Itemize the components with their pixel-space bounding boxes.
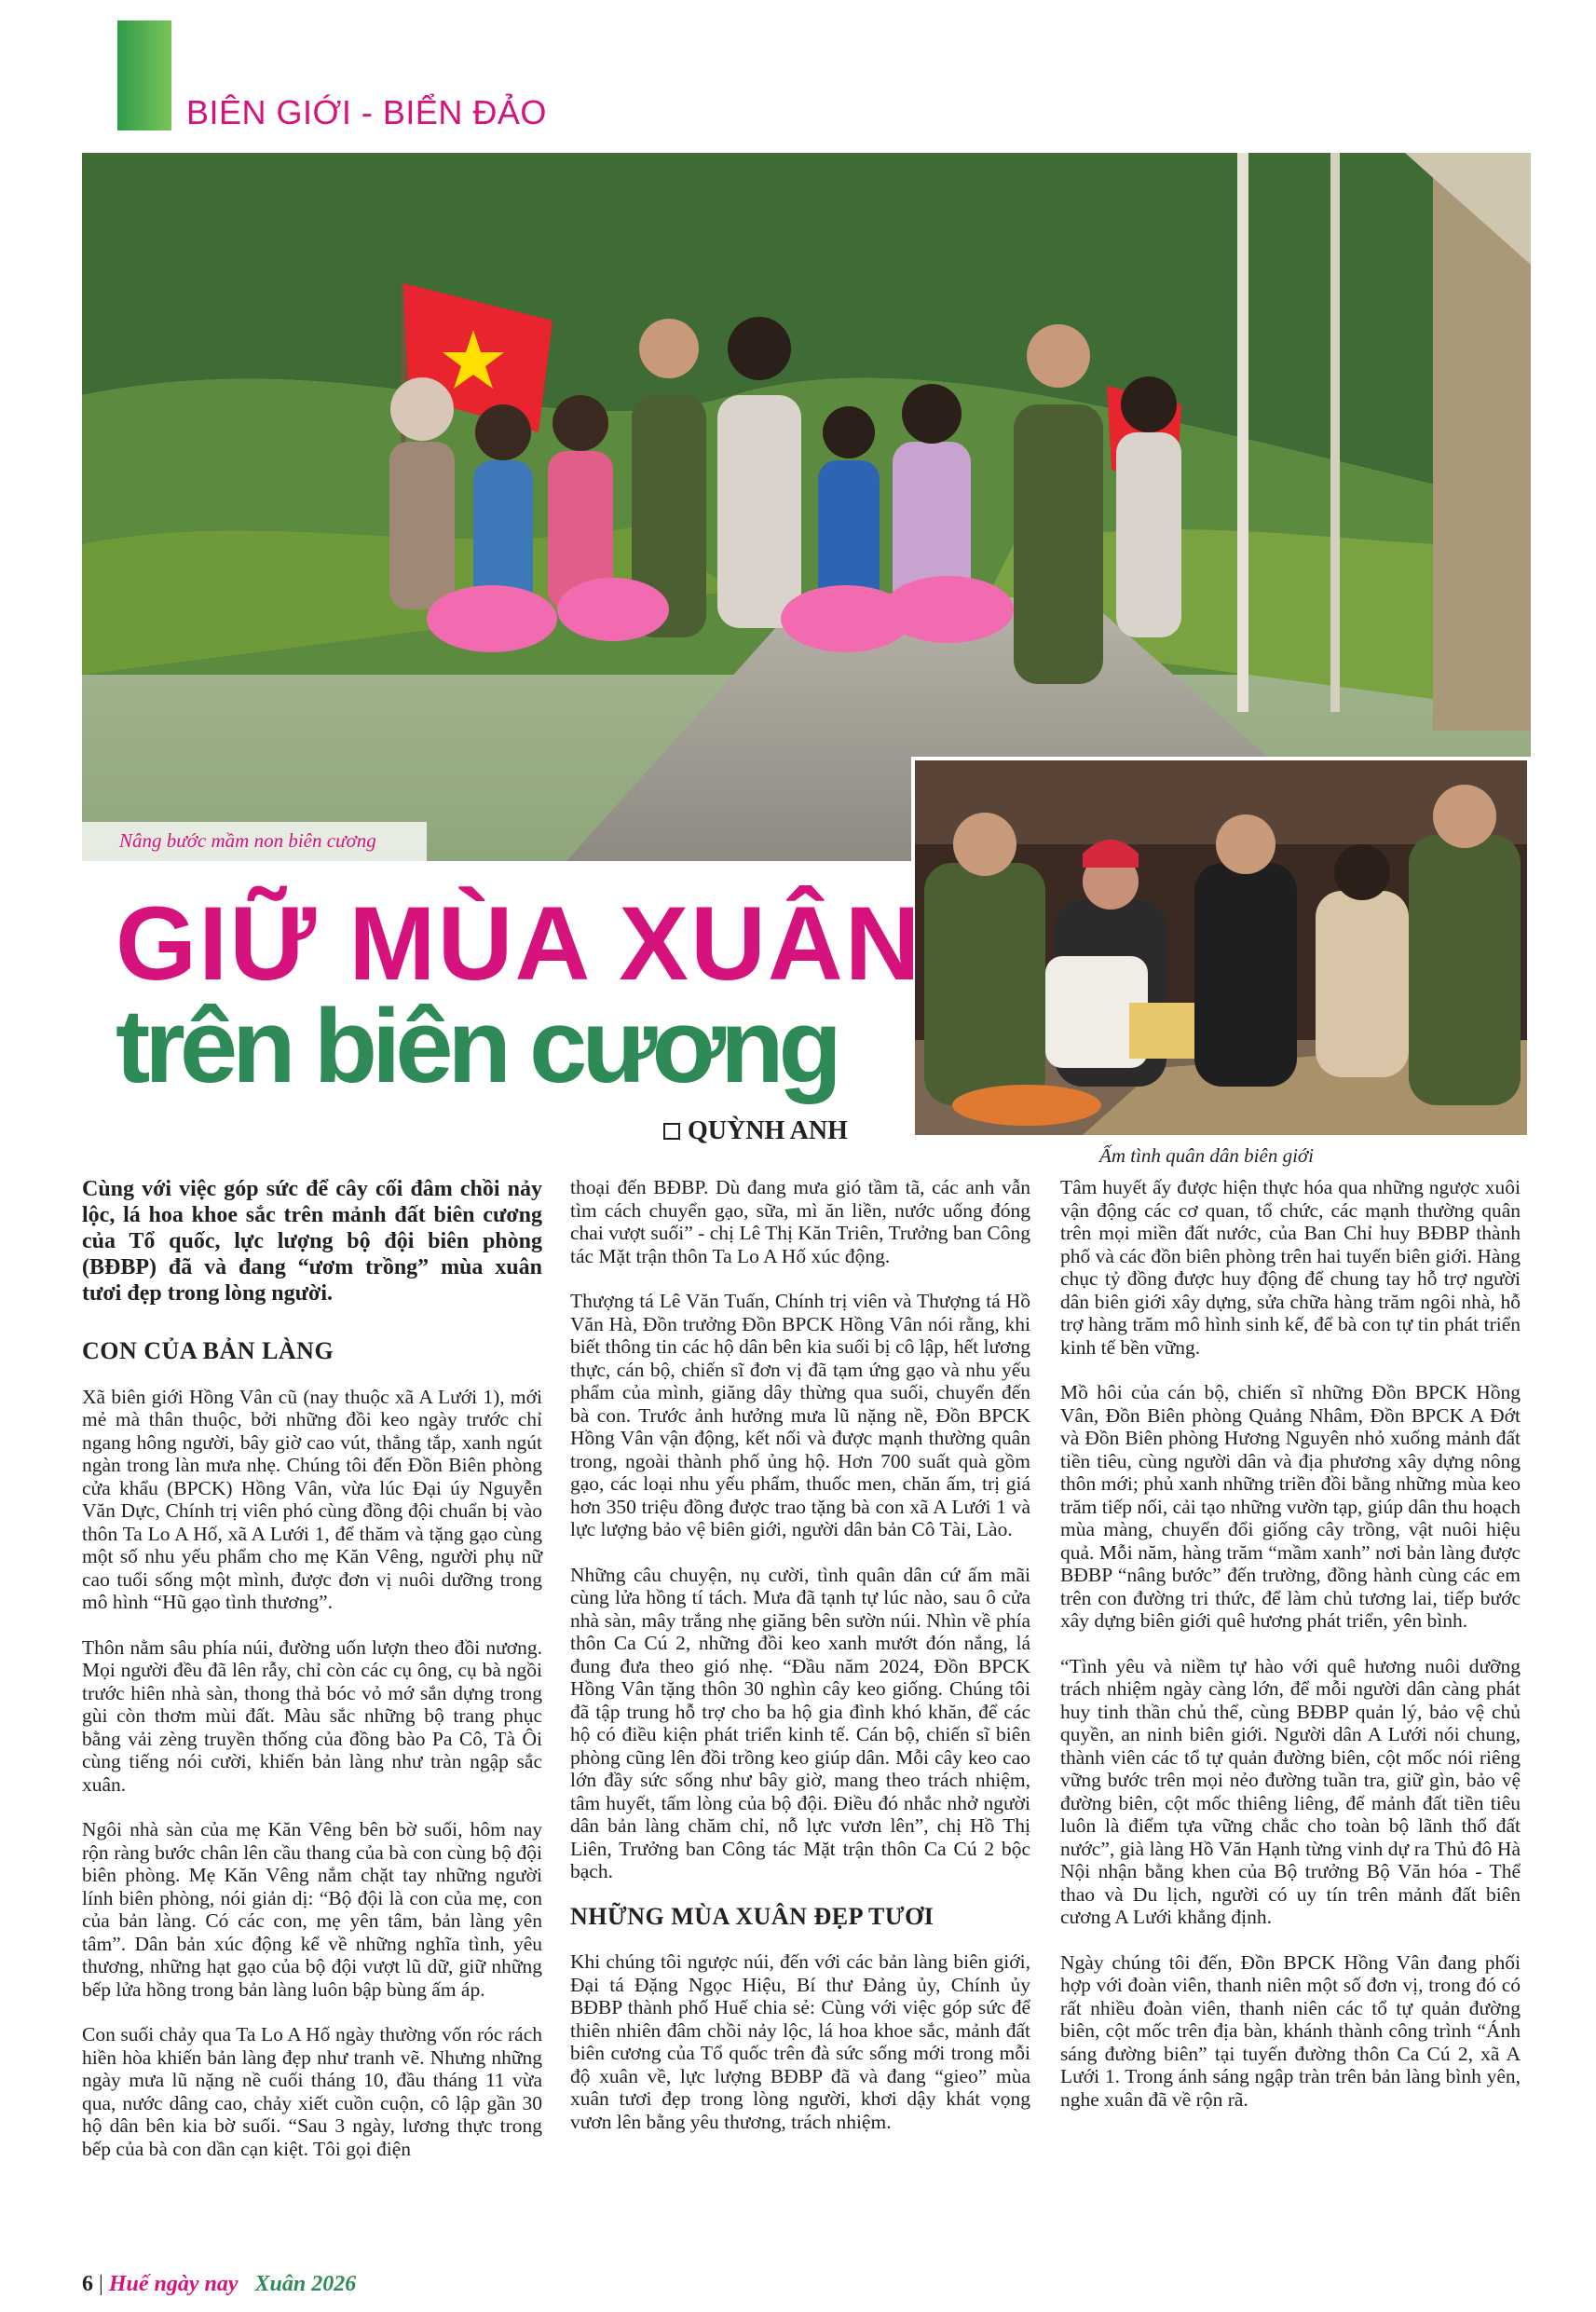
body-paragraph: “Tình yêu và niềm tự hào với quê hương nuôi dưỡng trách nhiệm ngày càng lớn, để mỗi người dân càng phát huy tinh thần chủ thể, cùng BĐBP quản lý, bảo vệ chủ quyền, an ninh biên giới. Người dân A Lưới nói chung, thành viên các tổ tự quản đường biên, cột mốc nói riêng vững bước trên mọi nẻo đường tuần tra, giữ gìn, bảo vệ đường biên, cột mốc thiêng liêng, để mảnh đất tiền tiêu luôn là điểm tựa vững chắc cho toàn bộ lãnh thổ đất nước”, già làng Hồ Văn Hạnh từng vinh dự ra Thủ đô Hà Nội nhận bằng khen của Bộ trưởng Bộ Văn hóa - Thể thao và Du lịch, người có uy tín trên mảnh đất biên cương A Lưới khẳng định. <box>1060 1654 1521 1928</box>
inset-photo-caption: Ấm tình quân dân biên giới <box>1099 1144 1314 1167</box>
body-paragraph: Ngày chúng tôi đến, Đồn BPCK Hồng Vân đang phối hợp với đoàn viên, thanh niên một số đơn vị, trong đó có rất nhiều đoàn viên, thanh niên các tổ tự quản đường biên, cột mốc trên địa bàn, khánh thành công trình “Ánh sáng đường biên” tại tuyến đường thôn Ca Cú 2, xã A Lưới 1. Trong ánh sáng ngập tràn trên bản làng bình yên, nghe xuân đã về rộn rã. <box>1060 1950 1521 2111</box>
text-column-3 <box>1060 1176 1521 2133</box>
page-number: 6 <box>82 2272 93 2296</box>
body-paragraph: Thôn nằm sâu phía núi, đường uốn lượn theo đồi nương. Mọi người đều đã lên rẫy, chỉ còn các cụ ông, cụ bà ngồi trước hiên nhà sàn, thong thả bóc vỏ mớ sắn dựng trong gùi còn thơm mùi đất. Màu sắc những bộ trang phục bằng vải zèng truyền thống của đồng bào Pa Cô, Tà Ôi cùng tiếng nói cười, khiến bản làng như tràn ngập sắc xuân. <box>82 1635 542 1796</box>
main-photo-caption: Nâng bước mầm non biên cương <box>119 829 376 852</box>
lead-paragraph: Cùng với việc góp sức để cây cối đâm chồi nảy lộc, lá hoa khoe sắc trên mảnh đất biên cương của Tổ quốc, lực lượng bộ đội biên phòng (BĐBP) đã và đang “ươm trồng” mùa xuân tươi đẹp trong lòng người. <box>82 1177 542 1306</box>
body-paragraph: Ngôi nhà sàn của mẹ Kăn Vêng bên bờ suối, hôm nay rộn ràng bước chân lên cầu thang của bà con cùng bộ đội biên phòng. Mẹ Kăn Vêng nắm chặt tay những người lính biên phòng, nói giản dị: “Bộ đội là con của mẹ, con của bản làng. Có các con, mẹ yên tâm, bản làng yên tâm”. Dân bản xúc động kể về những nghĩa tình, yêu thương, những hạt gạo của bộ đội vượt lũ dữ, giữ những bếp lửa hồng trong bản làng luôn bập bùng ấm áp. <box>82 1818 542 2001</box>
main-photo <box>82 153 1531 861</box>
section-tag: BIÊN GIỚI - BIỂN ĐẢO <box>186 93 547 131</box>
byline-author: QUỲNH ANH <box>688 1116 848 1145</box>
page-footer <box>82 2272 356 2297</box>
body-paragraph: Khi chúng tôi ngược núi, đến với các bản làng biên giới, Đại tá Đặng Ngọc Hiệu, Bí thư Đảng ủy, Chính ủy BĐBP thành phố Huế chia sẻ: Cùng với việc góp sức để thiên nhiên đâm chồi nảy lộc, lá hoa khoe sắc, mảnh đất biên cương của Tổ quốc trên đà sức sống mới trong mỗi độ xuân về, lực lượng BĐBP đã và đang “gieo” mùa xuân tươi đẹp trong lòng người, khơi dậy khát vọng vươn lên bằng yêu thương, trách nhiệm. <box>570 1950 1030 2133</box>
text-column-1 <box>82 1176 542 2182</box>
body-paragraph: Con suối chảy qua Ta Lo A Hố ngày thường vốn róc rách hiền hòa khiến bản làng đẹp như tranh vẽ. Nhưng những ngày mưa lũ nặng nề cuối tháng 10, đầu tháng 11 vừa qua, nước dâng cao, chảy xiết cuồn cuộn, cô lập gần 30 hộ dân bên kia bờ suối. “Sau 3 ngày, lương thực trong bếp của bà con dần cạn kiệt. Tôi gọi điện <box>82 2023 542 2160</box>
text-column-2 <box>570 1176 1030 2155</box>
body-paragraph: thoại đến BĐBP. Dù đang mưa gió tầm tã, các anh vẫn tìm cách chuyển gạo, sữa, mì ăn liền, nước uống đóng chai vượt suối” - chị Lê Thị Kăn Triên, Trưởng ban Công tác Mặt trận thôn Ta Lo A Hố xúc động. <box>570 1176 1030 1267</box>
section-heading-1: CON CỦA BẢN LÀNG <box>82 1337 334 1364</box>
body-paragraph: Những câu chuyện, nụ cười, tình quân dân cứ ấm mãi cùng lửa hồng tí tách. Mưa đã tạnh tự lúc nào, sau ô cửa nhà sàn, mây trắng nhẹ giăng bên sườn núi. Nhìn về phía thôn Ca Cú 2, những đồi keo xanh mướt đón nắng, lá đung đưa theo gió nhẹ. “Đầu năm 2024, Đồn BPCK Hồng Vân tặng thôn 30 nghìn cây keo giống. Chúng tôi đã tập trung hỗ trợ cho ba hộ gia đình khó khăn, để các hộ có điều kiện phát triển kinh tế. Cán bộ, chiến sĩ biên phòng cũng lên đồi trồng keo giúp dân. Mỗi cây keo cao lớn đầy sức sống như bây giờ, mang theo trách nhiệm, tâm huyết, tấm lòng của bộ đội. Điều đó nhắc nhở người dân bản làng chăm chỉ, nỗ lực vươn lên”, chị Hồ Thị Liên, Trưởng ban Công tác Mặt trận thôn Ca Cú 2 bộc bạch. <box>570 1563 1030 1882</box>
section-heading-2: NHỮNG MÙA XUÂN ĐẸP TƯƠI <box>570 1902 934 1930</box>
body-paragraph: Thượng tá Lê Văn Tuấn, Chính trị viên và Thượng tá Hồ Văn Hà, Đồn trưởng Đồn BPCK Hồng Vân nói rằng, khi biết thông tin các hộ dân bên kia suối bị cô lập, hết lương thực, cán bộ, chiến sĩ đơn vị đã tạm ứng gạo và nhu yếu phẩm của mình, giăng dây thừng qua suối, chuyển đến bà con. Trước ảnh hưởng mưa lũ nặng nề, Đồn BPCK Hồng Vân vận động, kết nối và được mạnh thường quân trong, ngoài thành phố ủng hộ. Hơn 700 suất quà gồm gạo, các loại nhu yếu phẩm, thuốc men, chăn ấm, trị giá hơn 350 triệu đồng được trao tặng bà con xã A Lưới 1 và lực lượng bảo vệ biên giới, người dân bản Cô Tài, Lào. <box>570 1290 1030 1540</box>
article-title-line1: GIỮ MÙA XUÂN <box>116 885 922 1002</box>
article-title-line2: trên biên cương <box>116 988 837 1104</box>
inset-photo <box>911 757 1531 1139</box>
magazine-name: Huế ngày nay <box>108 2272 239 2296</box>
byline-box-icon <box>663 1123 680 1140</box>
issue-label: Xuân 2026 <box>254 2272 357 2296</box>
byline <box>663 1116 848 1146</box>
section-marker <box>117 21 171 130</box>
body-paragraph: Mồ hôi của cán bộ, chiến sĩ những Đồn BPCK Hồng Vân, Đồn Biên phòng Quảng Nhâm, Đồn BPCK A Đớt và Đồn Biên phòng Hương Nguyên nhỏ xuống mảnh đất tiền tiêu, cùng người dân và địa phương xây dựng nông thôn mới; phủ xanh những triền đồi bằng những mùa keo trăm tiếp nối, cải tạo những vườn tạp, giúp dân thu hoạch mùa màng, chuyển đổi giống cây trồng, vật nuôi hiệu quả. Mỗi năm, hàng trăm “mầm xanh” nơi bản làng được BĐBP “nâng bước” đến trường, đồng hành cùng các em trên con đường tri thức, để làm chủ tương lai, tiếp bước xây dựng biên giới quê hương phát triển, yên bình. <box>1060 1381 1521 1632</box>
body-paragraph: Tâm huyết ấy được hiện thực hóa qua những ngược xuôi vận động các cơ quan, tổ chức, các mạnh thường quân trên mọi miền đất nước, của Ban Chỉ huy BĐBP thành phố và các đồn biên phòng trên hai tuyến biên giới. Hàng chục tỷ đồng được huy động để chung tay hỗ trợ người dân biên giới xây dựng, sửa chữa hàng trăm ngôi nhà, hỗ trợ hàng trăm mô hình sinh kế, để bà con tự tin phát triển kinh tế bền vững. <box>1060 1176 1521 1359</box>
footer-divider: | <box>99 2272 103 2296</box>
body-paragraph: Xã biên giới Hồng Vân cũ (nay thuộc xã A Lưới 1), mới mẻ mà thân thuộc, bởi những đồi keo ngày trước chỉ ngang hông người, bây giờ cao vút, thẳng tắp, xanh ngút ngàn trong làn mưa nhẹ. Chúng tôi đến Đồn Biên phòng cửa khẩu (BPCK) Hồng Vân, vừa lúc Đại úy Nguyễn Văn Dực, Chính trị viên phó cùng đồng đội chuẩn bị vào thôn Ta Lo A Hố, xã A Lưới 1, để thăm và tặng gạo cùng một số nhu yếu phẩm cho mẹ Kăn Vêng, người phụ nữ cao tuổi sống một mình, được đơn vị nuôi dưỡng trong mô hình “Hũ gạo tình thương”. <box>82 1385 542 1613</box>
